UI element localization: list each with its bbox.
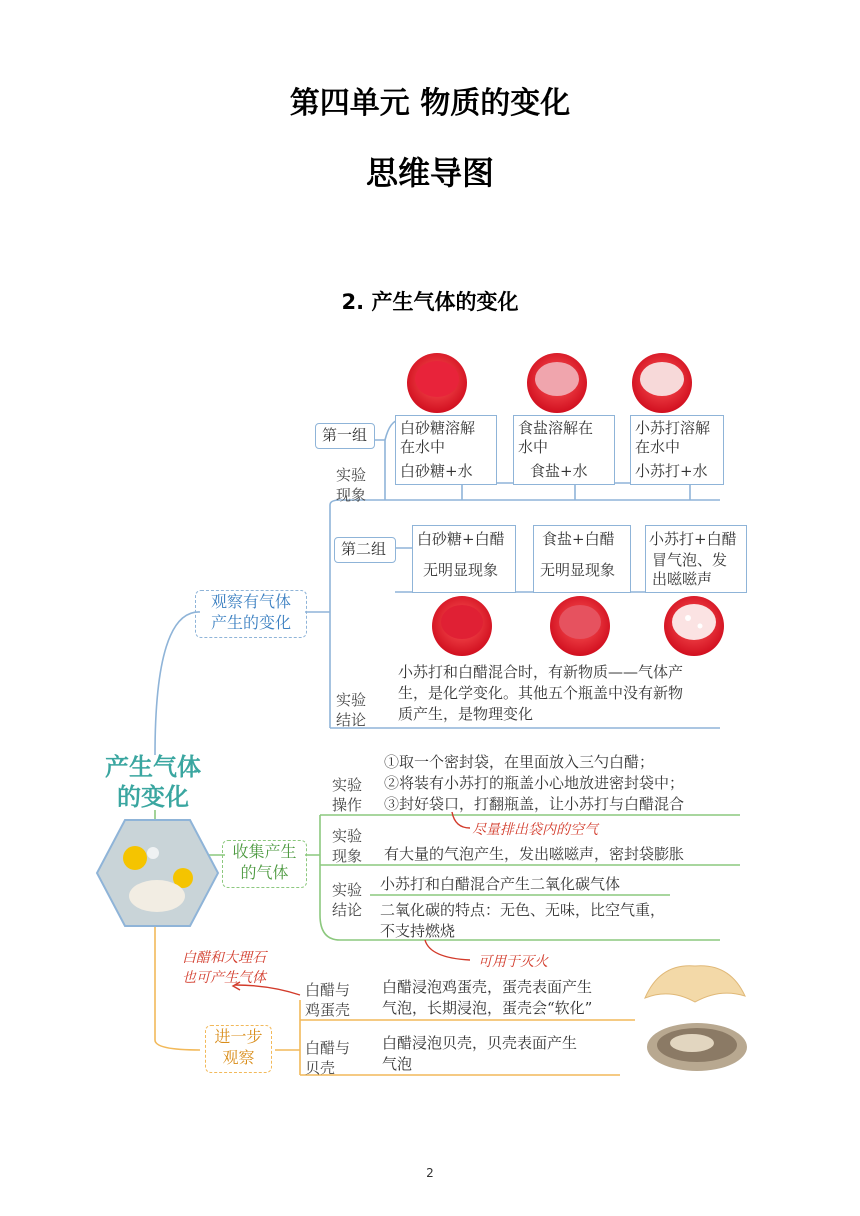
label-text: 实验	[332, 776, 363, 794]
label-text: 操作	[332, 796, 363, 814]
cell-text: 小苏打+水	[635, 462, 708, 480]
eggshell-image	[640, 958, 750, 1010]
node-further-observe-line1: 进一步	[214, 1027, 263, 1046]
label-operation	[332, 775, 362, 815]
group2-label: 第二组	[341, 540, 387, 558]
group1-item-sugar	[395, 415, 497, 485]
label-text: 现象	[336, 486, 367, 504]
label-text: 现象	[332, 847, 363, 865]
group1-label-box	[315, 423, 375, 449]
node-collect-gas-line1: 收集产生	[232, 842, 297, 861]
conclusion-1-text	[398, 662, 683, 725]
label-text: 结论	[336, 711, 367, 729]
node-observe-gas	[195, 590, 307, 638]
lemon-soda-image	[95, 818, 220, 928]
step-line: ②将装有小苏打的瓶盖小心地放进密封袋中；	[384, 774, 685, 792]
eggshell-text	[382, 977, 592, 1019]
text-line: 白醋浸泡贝壳，贝壳表面产生	[382, 1034, 578, 1052]
text-line: 白醋浸泡鸡蛋壳，蛋壳表面产生	[382, 978, 593, 996]
text-line: 气泡	[382, 1055, 413, 1073]
conclusion-2-line2	[380, 900, 665, 942]
label-conclusion-2	[332, 880, 362, 920]
red-cap-icon	[632, 353, 692, 413]
text-line: 不支持燃烧	[380, 922, 456, 940]
group1-item-baking-soda	[630, 415, 724, 485]
group1-label: 第一组	[322, 426, 368, 444]
cell-text: 白砂糖+白醋	[417, 530, 505, 548]
side-note	[182, 948, 266, 988]
cell-text: 小苏打溶解	[635, 419, 711, 437]
cell-text: 食盐溶解在	[518, 419, 594, 437]
operation-steps	[384, 752, 684, 815]
red-cap-icon	[432, 596, 492, 656]
group2-item-salt	[533, 525, 631, 593]
center-title	[98, 752, 208, 812]
step-line: ③封好袋口，打翻瓶盖，让小苏打与白醋混合	[384, 795, 685, 813]
label-phenomenon-2	[332, 826, 362, 866]
label-text: 实验	[332, 827, 363, 845]
operation-note: 尽量排出袋内的空气	[472, 822, 598, 838]
cell-text: 在水中	[400, 438, 446, 456]
subtitle: 思维导图	[365, 154, 494, 192]
center-title-line2: 的变化	[117, 783, 189, 811]
shell-text	[382, 1033, 577, 1075]
text-line: 质产生，是物理变化	[398, 705, 534, 723]
node-observe-gas-line1: 观察有气体	[210, 592, 291, 611]
label-shell	[305, 1038, 350, 1078]
cell-text: 食盐+水	[530, 462, 588, 480]
group2-item-sugar	[412, 525, 516, 593]
group1-item-salt	[513, 415, 615, 485]
caps-row-1	[400, 345, 760, 420]
cell-text: 水中	[518, 438, 549, 456]
text-line: 也可产生气体	[182, 970, 266, 986]
label-text: 实验	[332, 881, 363, 899]
node-collect-gas	[222, 840, 307, 888]
red-cap-icon	[527, 353, 587, 413]
label-text: 白醋与	[305, 981, 351, 999]
node-observe-gas-line2: 产生的变化	[210, 613, 291, 632]
label-text: 白醋与	[305, 1039, 351, 1057]
group2-label-box	[334, 537, 396, 563]
label-conclusion-1	[336, 690, 366, 730]
text-line: 小苏打和白醋混合时，有新物质——气体产	[398, 663, 684, 681]
text-line: 二氧化碳的特点：无色、无味，比空气重，	[380, 901, 666, 919]
cell-text: 小苏打+白醋	[649, 530, 737, 548]
cell-text: 白砂糖溶解	[400, 419, 476, 437]
label-phenomenon-1	[336, 465, 366, 505]
red-cap-icon	[550, 596, 610, 656]
label-text: 贝壳	[305, 1059, 336, 1077]
cell-text: 在水中	[635, 438, 681, 456]
cell-text: 无明显现象	[423, 561, 499, 579]
label-text: 结论	[332, 901, 363, 919]
unit-title: 第四单元 物质的变化	[289, 86, 571, 121]
text-line: 气泡，长期浸泡，蛋壳会“软化”	[382, 999, 593, 1017]
label-text: 鸡蛋壳	[305, 1001, 351, 1019]
node-collect-gas-line2: 的气体	[240, 863, 289, 882]
conclusion-note: 可用于灭火	[478, 954, 548, 970]
group2-item-baking-soda	[645, 525, 747, 593]
cell-text: 冒气泡、发	[652, 551, 728, 569]
phenomenon-2-text: 有大量的气泡产生，发出嗞嗞声，密封袋膨胀	[384, 845, 685, 863]
cell-text: 白砂糖+水	[400, 462, 473, 480]
page-number: 2	[426, 1166, 434, 1180]
text-line: 生，是化学变化。其他五个瓶盖中没有新物	[398, 684, 684, 702]
label-text: 实验	[336, 691, 367, 709]
cell-text: 无明显现象	[540, 561, 616, 579]
node-further-observe	[205, 1025, 272, 1073]
center-title-line1: 产生气体	[105, 753, 201, 781]
conclusion-2-line1: 小苏打和白醋混合产生二氧化碳气体	[380, 875, 621, 893]
label-eggshell	[305, 980, 350, 1020]
cell-text: 出嗞嗞声	[652, 570, 713, 588]
red-cap-icon	[407, 353, 467, 413]
caps-row-2	[420, 590, 760, 660]
shell-image	[642, 1015, 752, 1075]
label-text: 实验	[336, 466, 367, 484]
red-cap-icon	[664, 596, 724, 656]
section-title: 2. 产生气体的变化	[341, 290, 519, 314]
cell-text: 食盐+白醋	[542, 530, 615, 548]
node-further-observe-line2: 观察	[222, 1048, 255, 1067]
text-line: 白醋和大理石	[182, 950, 266, 966]
step-line: ①取一个密封袋，在里面放入三勺白醋；	[384, 753, 655, 771]
